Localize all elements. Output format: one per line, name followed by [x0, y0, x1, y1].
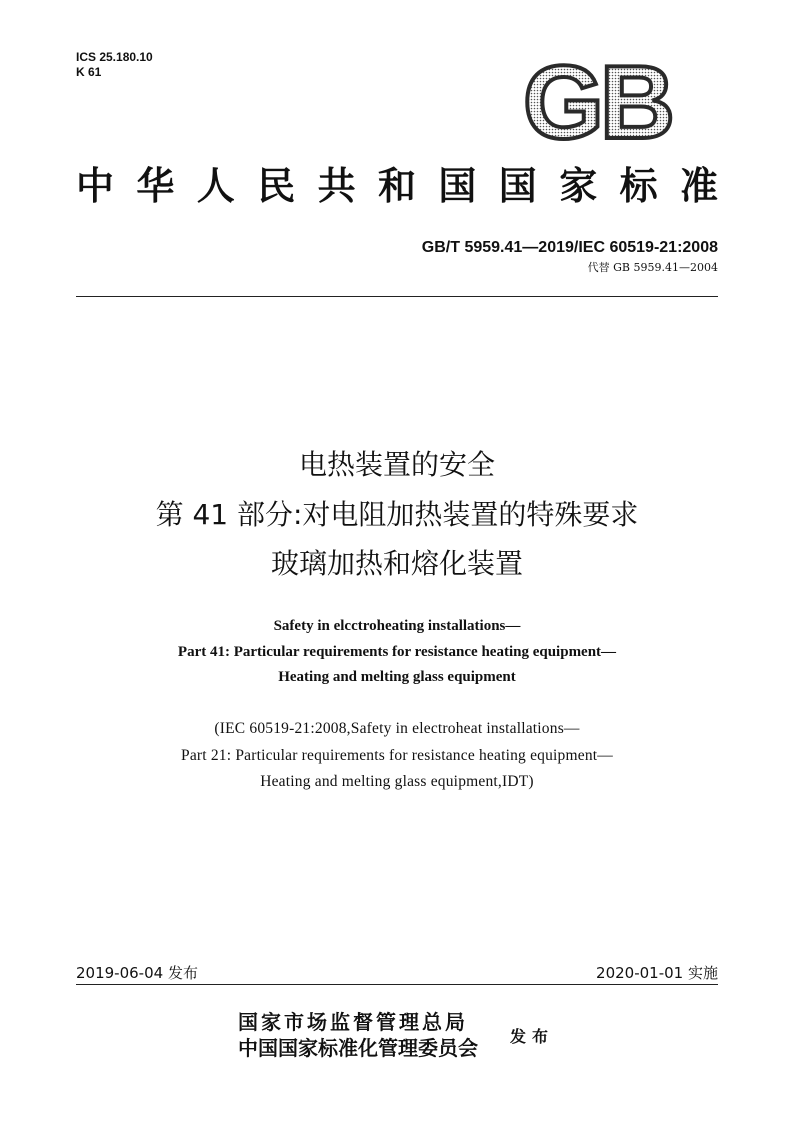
iec-reference-line-2: Part 21: Particular requirements for resistance heating equipment—	[181, 747, 613, 764]
title-cn-line-3: 玻璃加热和熔化装置	[270, 547, 523, 580]
footer-divider	[76, 984, 718, 985]
issue-date: 2019-06-04 发布	[76, 964, 198, 982]
gb-logo-text: GB	[523, 62, 671, 146]
ccs-code: K 61	[76, 65, 102, 79]
ics-code: ICS 25.180.10	[76, 50, 153, 64]
title-cn-line-1: 电热装置的安全	[298, 448, 495, 481]
title-en-line-3: Heating and melting glass equipment	[278, 669, 516, 685]
implementation-date: 2020-01-01 实施	[596, 964, 718, 982]
title-cn-line-2: 第 41 部分:对电阻加热装置的特殊要求	[155, 498, 639, 531]
publish-label: 发布	[510, 1027, 555, 1046]
gb-logo	[515, 62, 680, 146]
national-standard-title: 中华人民共和国国家标准	[76, 163, 718, 208]
replaces-standard: 代替 GB 5959.41—2004	[587, 261, 718, 274]
title-en-line-1: Safety in elcctroheating installations—	[273, 618, 521, 634]
iec-reference-line-3: Heating and melting glass equipment,IDT)	[260, 773, 534, 790]
standard-number: GB/T 5959.41—2019/IEC 60519-21:2008	[421, 239, 718, 256]
issuer-sac: 中国国家标准化管理委员会	[238, 1036, 478, 1060]
classification-codes	[76, 50, 153, 80]
header-divider	[76, 296, 718, 297]
title-en-line-2: Part 41: Particular requirements for resistance heating equipment—	[177, 644, 617, 660]
iec-reference-line-1: (IEC 60519-21:2008,Safety in electroheat installations—	[214, 720, 580, 737]
issuer-samr: 国家市场监督管理总局	[238, 1010, 468, 1034]
